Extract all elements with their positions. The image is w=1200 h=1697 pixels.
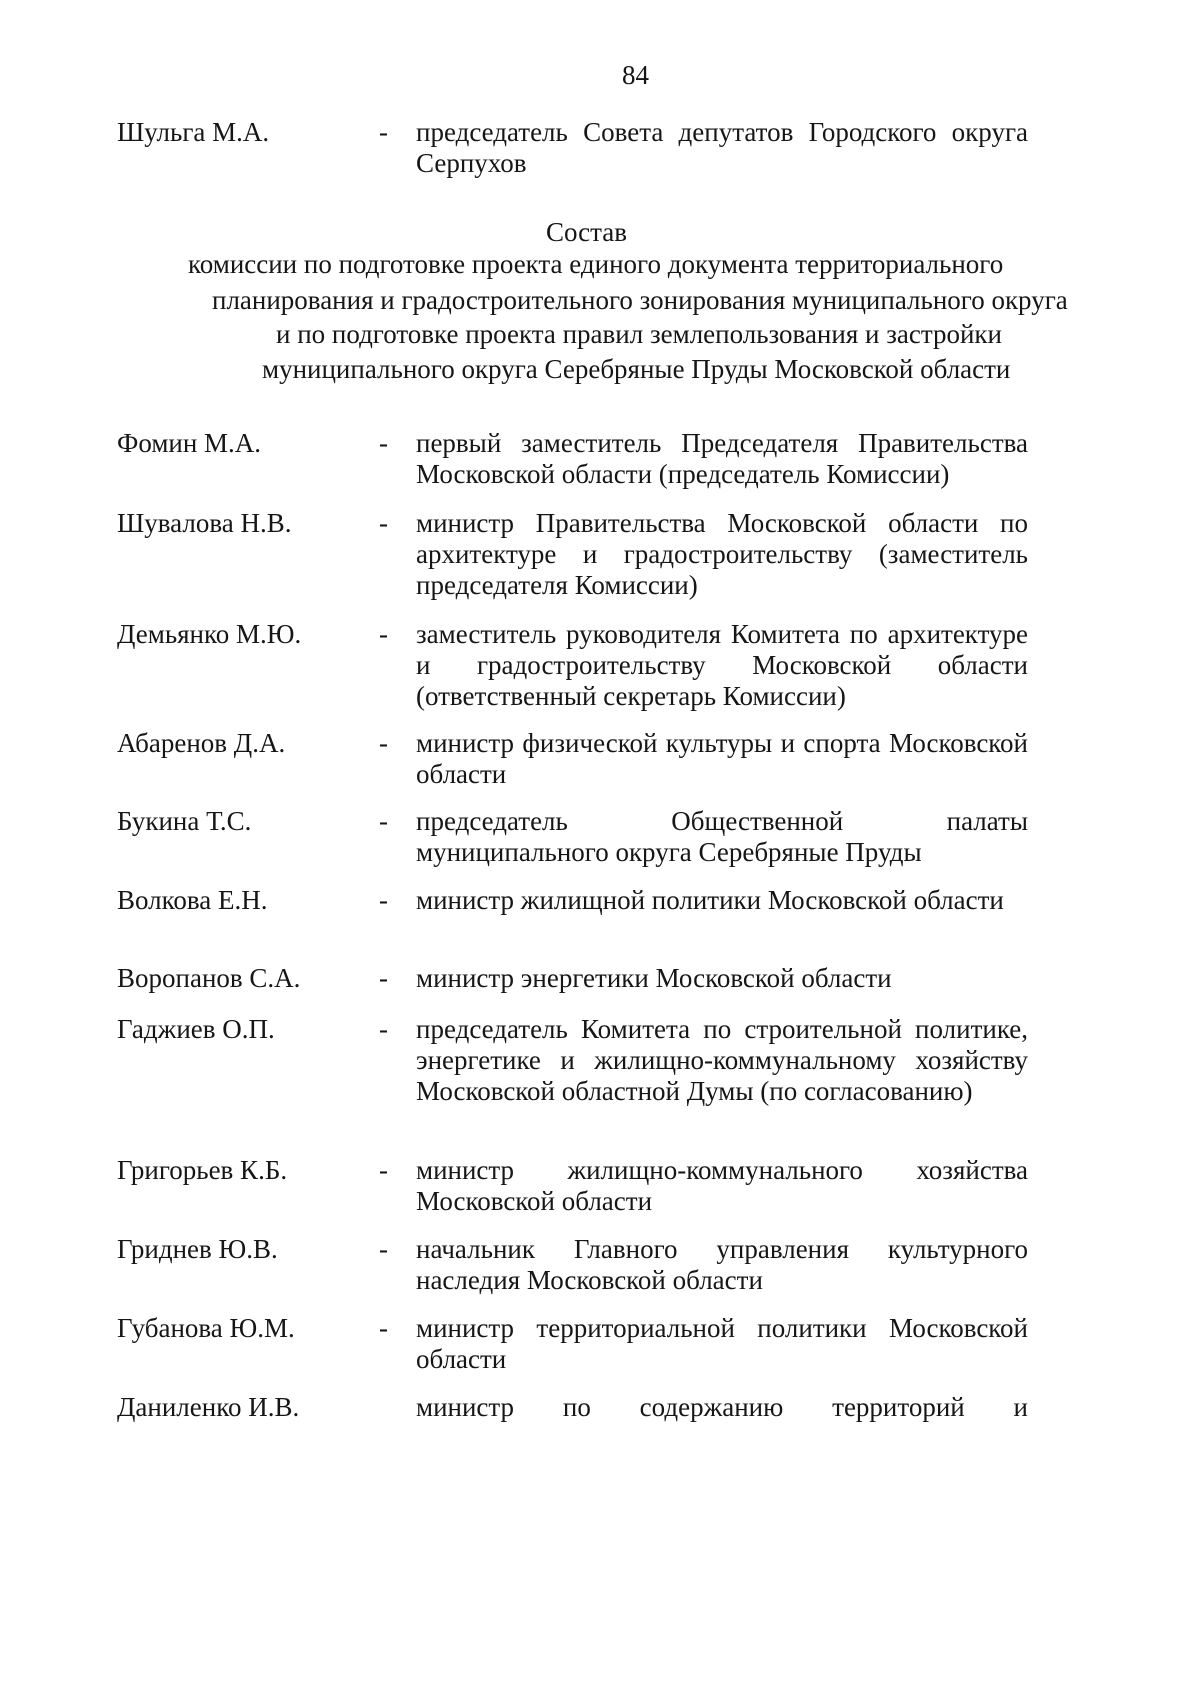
member-name: Григорьев К.Б. [117,1155,288,1185]
member-name: Букина Т.С. [117,806,252,836]
member-description: первый заместитель Председателя Правительства Московской области (председатель Комиссии) [416,428,1028,489]
member-description: министр энергетики Московской области [416,963,892,993]
title-line-3: и по подготовке проекта правил землепользования и застройки [276,319,1002,349]
member-name: Демьянко М.Ю. [117,619,302,649]
member-name: Шульга М.А. [117,117,270,147]
member-description: заместитель руководителя Комитета по архитектуре и градостроительству Московской области (ответственный секретарь Комиссии) [416,619,1028,711]
member-description: министр жилищно-коммунального хозяйства Московской области [416,1155,1028,1216]
member-description: министр территориальной политики Московской области [416,1313,1028,1374]
dash: - [379,1234,388,1264]
member-description: председатель Общественной палаты муниципального округа Серебряные Пруды [416,806,1028,867]
member-name: Даниленко И.В. [117,1392,300,1422]
title-heading: Состав [546,217,628,247]
dash: - [379,619,388,649]
dash: - [379,1014,388,1044]
member-description: министр жилищной политики Московской области [416,885,1004,915]
member-name: Шувалова Н.В. [117,508,292,538]
member-description: председатель Комитета по строительной политике, энергетике и жилищно-коммунальному хозяйству Московской областной Думы (по согласованию) [416,1014,1028,1106]
member-name: Губанова Ю.М. [117,1313,295,1343]
dash: - [379,885,388,915]
member-description: начальник Главного управления культурного наследия Московской области [416,1234,1028,1295]
dash: - [379,806,388,836]
member-description: председатель Совета депутатов Городского округа Серпухов [416,117,1028,178]
member-name: Абаренов Д.А. [117,728,286,758]
page-number: 84 [622,60,649,90]
member-description: министр физической культуры и спорта Московской области [416,728,1028,789]
dash: - [379,963,388,993]
dash: - [379,508,388,538]
dash: - [379,428,388,458]
member-description: министр по содержанию территорий и [416,1392,1028,1422]
member-name: Фомин М.А. [117,428,262,458]
member-name: Волкова Е.Н. [117,885,268,915]
member-name: Гриднев Ю.В. [117,1234,278,1264]
dash: - [379,1313,388,1343]
title-line-2: планирования и градостроительного зонирования муниципального округа [212,285,1068,315]
dash: - [379,728,388,758]
member-description: министр Правительства Московской области по архитектуре и градостроительству (заместитель председателя Комиссии) [416,508,1028,600]
member-name: Гаджиев О.П. [117,1014,275,1044]
title-line-4: муниципального округа Серебряные Пруды Московской области [262,354,1011,384]
dash: - [379,117,388,147]
dash: - [379,1155,388,1185]
title-line-1: комиссии по подготовке проекта единого документа территориального [188,249,1004,279]
member-name: Воропанов С.А. [117,963,301,993]
